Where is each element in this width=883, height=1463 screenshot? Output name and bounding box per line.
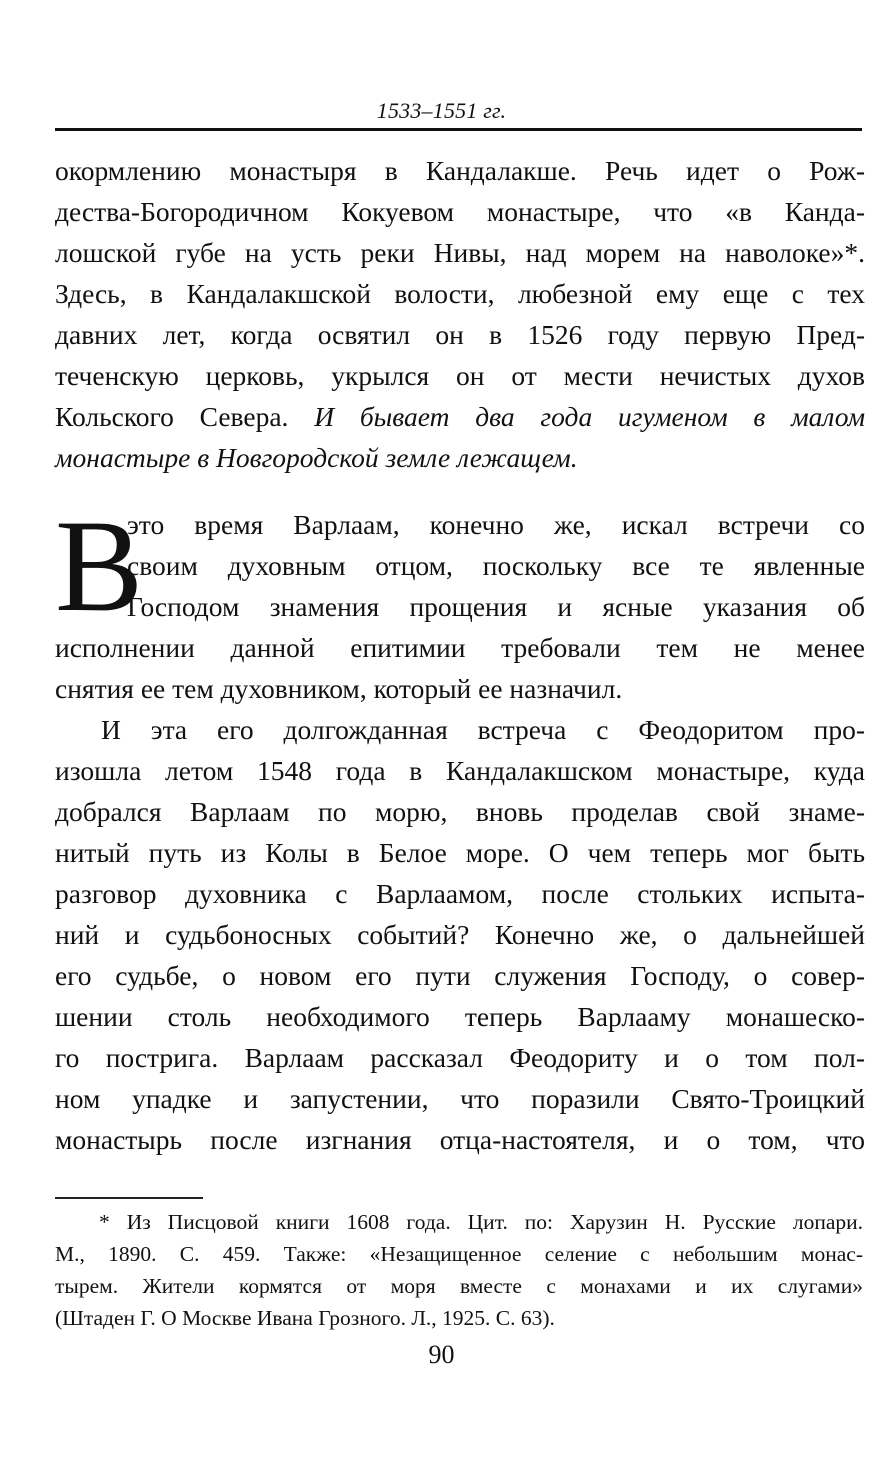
text-line: своим духовным отцом, поскольку все те явленные	[127, 550, 865, 581]
text-line: ном упадке и запустении, что поразили Свято-Троицкий	[55, 1083, 865, 1114]
footnote-line: * Из Писцовой книги 1608 года. Цит. по: Харузин Н. Русские лопари.	[99, 1210, 863, 1234]
text-line: снятия ее тем духовником, который ее назначил.	[55, 673, 623, 704]
page-number: 90	[428, 1340, 455, 1369]
text-line: Господом знамения прощения и ясные указания об	[127, 591, 865, 622]
text-line: И эта его долгожданная встреча с Феодоритом про-	[101, 714, 865, 745]
text-line: добрался Варлаам по морю, вновь проделав свой знаме-	[55, 796, 865, 827]
paragraph-continuation	[55, 150, 865, 478]
text-line: разговор духовника с Варлаамом, после стольких испыта-	[55, 878, 865, 909]
text-line: исполнении данной епитимии требовали тем не менее	[55, 632, 865, 663]
text-line: теченскую церковь, укрылся он от мести нечистых духов	[55, 360, 865, 391]
footnote	[55, 1206, 863, 1334]
footnote-line: (Штаден Г. О Москве Ивана Грозного. Л., 1925. С. 63).	[55, 1306, 555, 1330]
footnote-rule	[55, 1197, 203, 1199]
text-line: давних лет, когда освятил он в 1526 году первую Пред-	[55, 319, 865, 350]
text-line: это время Варлаам, конечно же, искал встречи со	[127, 509, 865, 540]
text-line-mixed	[55, 396, 865, 437]
footnote-line: тырем. Жители кормятся от моря вместе с монахами и их слугами»	[55, 1274, 863, 1298]
text-line: лошской губе на усть реки Нивы, над морем на наволоке»*.	[55, 237, 865, 268]
text-line: го пострига. Варлаам рассказал Феодориту и о том пол-	[55, 1042, 865, 1073]
running-head: 1533–1551 гг.	[376, 98, 507, 123]
text-line: ний и судьбоносных событий? Конечно же, о дальнейшей	[55, 919, 865, 950]
text-line: его судьбе, о новом его пути служения Господу, о совер-	[55, 960, 865, 991]
text-line: Здесь, в Кандалакшской волости, любезной ему еще с тех	[55, 278, 865, 309]
italic-quote-line: монастыре в Новгородской земле лежащем.	[55, 442, 578, 473]
text-line: окормлению монастыря в Кандалакше. Речь идет о Рож-	[55, 155, 865, 186]
footnote-line: М., 1890. С. 459. Также: «Незащищенное селение с небольшим монас-	[55, 1242, 863, 1266]
regular-text: Кольского Севера.	[55, 401, 315, 432]
paragraph-main	[55, 709, 865, 1160]
text-line: монастырь после изгнания отца-настоятеля, и о том, что	[55, 1124, 865, 1155]
header-rule	[55, 128, 862, 131]
text-line: изошла летом 1548 года в Кандалакшском монастыре, куда	[55, 755, 865, 786]
italic-quote: И бывает два года игуменом в малом	[314, 401, 865, 432]
text-line: дества-Богородичном Кокуевом монастыре, что «в Канда-	[55, 196, 865, 227]
paragraph-dropcap	[55, 492, 865, 709]
text-line: шении столь необходимого теперь Варлааму монашеско-	[55, 1001, 865, 1032]
drop-cap-letter: В	[55, 492, 144, 639]
text-line: нитый путь из Колы в Белое море. О чем теперь мог быть	[55, 837, 865, 868]
